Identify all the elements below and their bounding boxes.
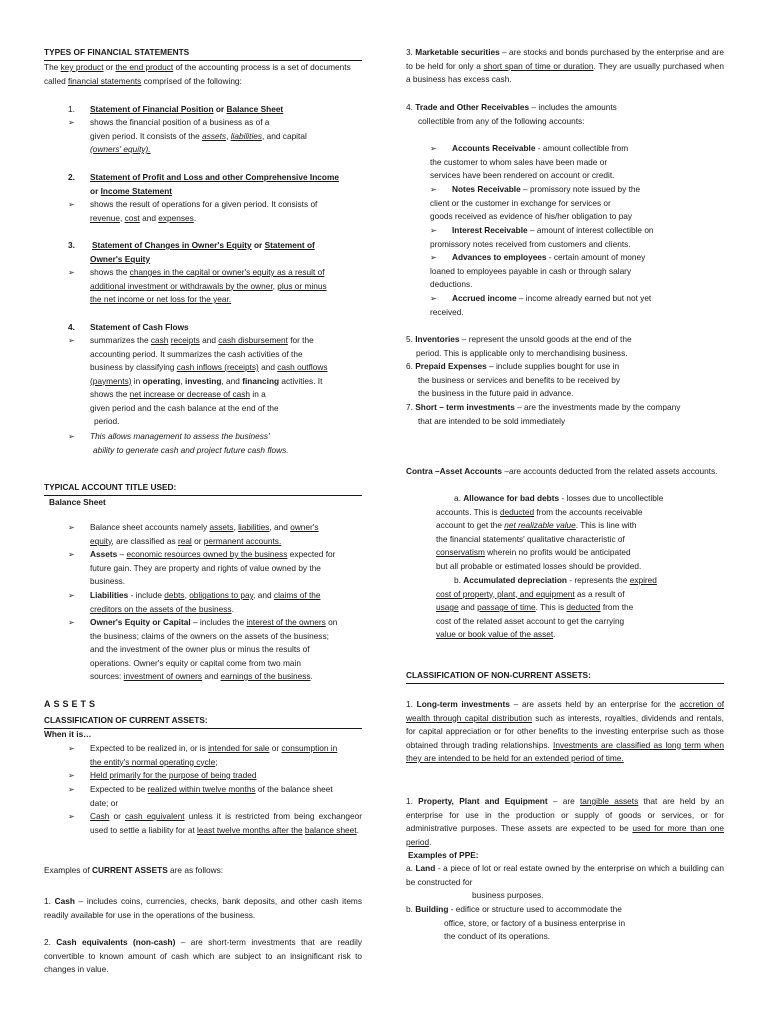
ca-criteria-4: Cash or cash equivalent unless it is restricted from being exchangeor used to settle a liability for at least twelve months after the balance sheet.	[90, 811, 362, 835]
trade-receivables: 4. Trade and Other Receivables – includes the amounts collectible from any of the following accounts:	[406, 102, 617, 126]
cash-equivalents-definition: 2. Cash equivalents (non-cash) – are short-term investments that are readily convertible to known amount of cash which are subject to an insignificant risk to changes in value.	[44, 937, 362, 974]
bullet-icon: ➢	[68, 200, 75, 209]
interest-receivable: Interest Receivable – amount of interest collectible on promissory notes received from customers and clients.	[430, 225, 654, 249]
prepaid-expenses: 6. Prepaid Expenses – include supplies bought for use in the business or services and benefits to be received by the business in the future paid in advance.	[406, 361, 621, 398]
bs-item-4: Owner's Equity or Capital – includes the interest of the owners on the business; claims of the owners on the assets of the business; and the investment of the owner plus or minus the results of operations. Owner's equity or capital come from two main sources: investment of owners and earnings of the business.	[90, 617, 338, 681]
s4-desc: summarizes the cash receipts and cash disbursement for the accounting period. It summarizes the cash activities of the business by classifying cash inflows (receipts) and cash outflows (payments) in operating, investing, and financing activities. It shows the net increase or decrease of cash in a given period and the cash balance at the end of the period.	[90, 335, 328, 426]
ca-criteria-1: Expected to be realized in, or is intended for sale or consumption in the entity's normal operating cycle;	[90, 743, 338, 767]
non-current-assets-title: CLASSIFICATION OF NON-CURRENT ASSETS:	[406, 669, 724, 684]
bullet-icon: ➢	[68, 812, 75, 821]
bullet-icon: ➢	[430, 185, 437, 194]
short-term-investments: 7. Short – term investments – are the investments made by the company that are intended to be sold immediately	[406, 402, 681, 426]
bullet-icon: ➢	[430, 253, 437, 262]
contra-asset-accounts: Contra –Asset Accounts –are accounts deducted from the related assets accounts.	[406, 466, 718, 476]
s3-title: Statement of Changes in Owner's Equity or Statement of Owner's Equity	[90, 240, 315, 264]
land-definition: a. Land - a piece of lot or real estate owned by the enterprise on which a building can be constructed for business purposes.	[406, 863, 724, 900]
building-definition: b. Building - edifice or structure used to accommodate the office, store, or factory of a business enterprise in the conduct of its operations.	[406, 904, 626, 941]
bullet-icon: ➢	[68, 523, 75, 532]
s4-number: 4.	[68, 322, 75, 332]
bullet-icon: ➢	[430, 144, 437, 153]
accrued-income: Accrued income – income already earned but not yet received.	[430, 293, 652, 317]
balance-sheet-subtitle: Balance Sheet	[49, 497, 106, 507]
accounts-receivable: Accounts Receivable - amount collectible from the customer to whom sales have been made or services have been rendered on account or credit.	[430, 143, 629, 180]
bullet-icon: ➢	[430, 226, 437, 235]
long-term-investments: 1. Long-term investments – are assets held by an enterprise for the accretion of wealth through capital distribution such as interests, royalties, dividends and rentals, for capital appreciation or for other benefits to the investing enterprise such as those obtained through trading relationships. Investments are classified as long term when they are intended to be held for an extended period of time.	[406, 699, 724, 763]
s1-desc: shows the financial position of a business as of a given period. It consists of the assets, liabilities, and capital (owners' equity).	[90, 117, 307, 154]
s4-title: Statement of Cash Flows	[90, 322, 189, 332]
bullet-icon: ➢	[68, 432, 75, 441]
s3-desc: shows the changes in the capital or owner's equity as a result of additional investment or withdrawals by the owner, plus or minus the net income or net loss for the year.	[90, 267, 327, 304]
bullet-icon: ➢	[68, 550, 75, 559]
ca-criteria-3: Expected to be realized within twelve months of the balance sheet date; or	[90, 784, 333, 808]
bullet-icon: ➢	[68, 785, 75, 794]
assets-heading: ASSETS	[44, 699, 99, 709]
inventories: 5. Inventories – represent the unsold goods at the end of the period. This is applicable only to merchandising business.	[406, 334, 632, 358]
bullet-icon: ➢	[68, 771, 75, 780]
bullet-icon: ➢	[68, 618, 75, 627]
current-assets-examples: Examples of CURRENT ASSETS are as follows:	[44, 865, 224, 875]
intro-paragraph: The key product or the end product of the accounting process is a set of documents called financial statements comprised of the following:	[44, 62, 351, 86]
bullet-icon: ➢	[68, 336, 75, 345]
bullet-icon: ➢	[430, 294, 437, 303]
s4-italic-note: This allows management to assess the business' ability to generate cash and project future cash flows.	[90, 431, 289, 455]
ca-criteria-2: Held primarily for the purpose of being traded	[90, 770, 257, 780]
ppe-examples-label: Examples of PPE:	[408, 850, 479, 860]
current-assets-title: CLASSIFICATION OF CURRENT ASSETS:	[44, 714, 362, 729]
cash-definition: 1. Cash – includes coins, currencies, checks, bank deposits, and other cash items readily available for use in the operations of the business.	[44, 896, 362, 920]
allowance-for-bad-debts: a. Allowance for bad debts - losses due to uncollectible accounts. This is deducted from the accounts receivable account to get the net realizable value. This is line with the financial statements' qualitative characteristic of conservatism wherein no profits would be anticipated but all probable or estimated losses should be provided.	[436, 493, 664, 571]
types-title: TYPES OF FINANCIAL STATEMENTS	[44, 46, 362, 61]
s2-desc: shows the result of operations for a given period. It consists of revenue, cost and expenses.	[90, 199, 318, 223]
s2-title: Statement of Profit and Loss and other Comprehensive Income or Income Statement	[90, 172, 339, 196]
s2-number: 2.	[68, 172, 75, 182]
marketable-securities: 3. Marketable securities – are stocks and bonds purchased by the enterprise and are to be held for only a short span of time or duration. They are usually purchased when a business has excess cash.	[406, 47, 724, 84]
s1-title: Statement of Financial Position or Balance Sheet	[90, 104, 284, 114]
bullet-icon: ➢	[68, 268, 75, 277]
bullet-icon: ➢	[68, 118, 75, 127]
advances-to-employees: Advances to employees - certain amount of money loaned to employees payable in cash or through salary deductions.	[430, 252, 646, 289]
s3-number: 3.	[68, 240, 75, 250]
bs-item-3: Liabilities - include debts, obligations to pay, and claims of the creditors on the assets of the business.	[90, 590, 321, 614]
bullet-icon: ➢	[68, 744, 75, 753]
when-label: When it is…	[44, 729, 92, 739]
notes-receivable: Notes Receivable – promissory note issued by the client or the customer in exchange for services or goods received as evidence of his/her obligation to pay	[430, 184, 641, 221]
accumulated-depreciation: b. Accumulated depreciation - represents the expired cost of property, plant, and equipment as a result of usage and passage of time. This is deducted from the cost of the related asset account to get the carrying value or book value of the asset.	[436, 575, 657, 639]
s1-number: 1.	[68, 104, 75, 114]
bs-item-2: Assets – economic resources owned by the business expected for future gain. They are property and rights of value owned by the business.	[90, 549, 336, 586]
typical-title: TYPICAL ACCOUNT TITLE USED:	[44, 481, 362, 496]
bs-item-1: Balance sheet accounts namely assets, liabilities, and owner's equity, are classified as real or permanent accounts.	[90, 522, 319, 546]
bullet-icon: ➢	[68, 591, 75, 600]
property-plant-equipment: 1. Property, Plant and Equipment – are tangible assets that are held by an enterprise for use in the production or supply of goods or services, or for administrative purposes. These assets are expected to be used for more than one period.	[406, 796, 724, 847]
